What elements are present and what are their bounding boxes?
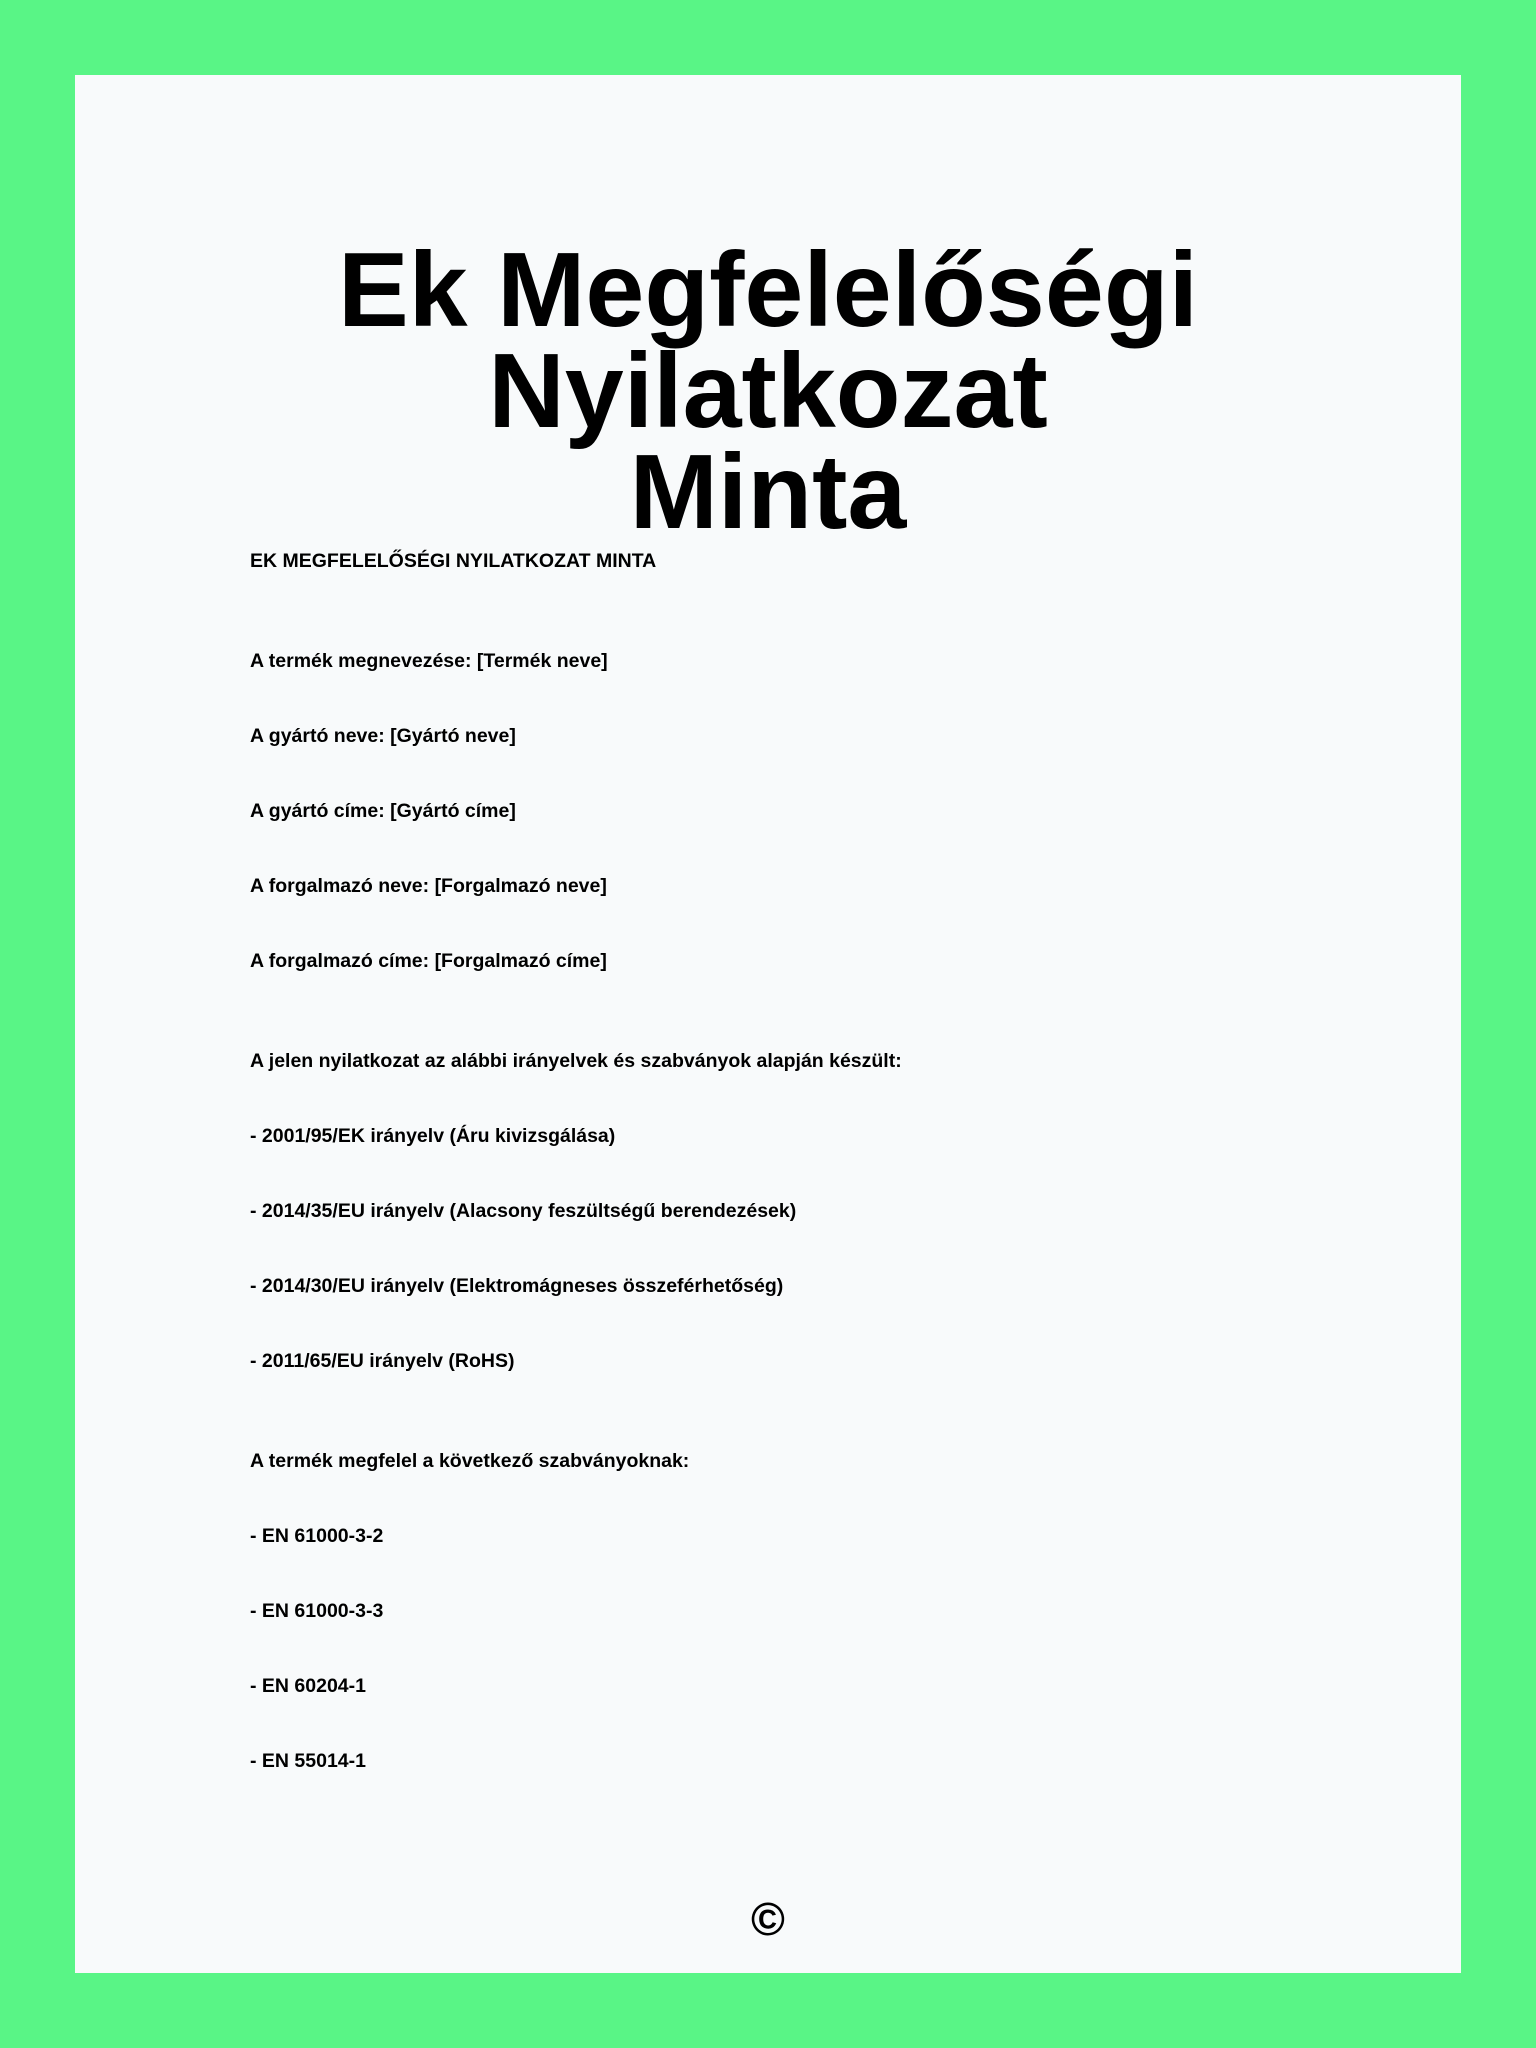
field-manufacturer-address: A gyártó címe: [Gyártó címe] [250,800,516,822]
field-distributor-address: A forgalmazó címe: [Forgalmazó címe] [250,950,607,972]
directive-item: - 2011/65/EU irányelv (RoHS) [250,1350,515,1372]
document-title [75,231,1461,551]
document-page [75,75,1461,1973]
title-line-1: Ek Megfelelőségi Nyilatkozat [337,231,1199,450]
title-line-2: Minta [629,433,907,551]
document-heading: EK MEGFELELŐSÉGI NYILATKOZAT MINTA [250,550,657,572]
directive-item: - 2014/35/EU irányelv (Alacsony feszültségű berendezések) [250,1200,797,1222]
standard-item: - EN 61000-3-2 [250,1525,384,1547]
standard-item: - EN 60204-1 [250,1675,366,1697]
directive-item: - 2001/95/EK irányelv (Áru kivizsgálása) [250,1125,616,1147]
standards-intro: A termék megfelel a következő szabványoknak: [250,1450,690,1472]
field-manufacturer-name: A gyártó neve: [Gyártó neve] [250,725,516,747]
directive-item: - 2014/30/EU irányelv (Elektromágneses összeférhetőség) [250,1275,784,1297]
copyright-symbol: © [751,1893,785,1945]
standard-item: - EN 61000-3-3 [250,1600,384,1622]
standard-item: - EN 55014-1 [250,1750,366,1772]
field-distributor-name: A forgalmazó neve: [Forgalmazó neve] [250,875,607,897]
directives-intro: A jelen nyilatkozat az alábbi irányelvek és szabványok alapján készült: [250,1050,902,1072]
field-product-name: A termék megnevezése: [Termék neve] [250,650,608,672]
